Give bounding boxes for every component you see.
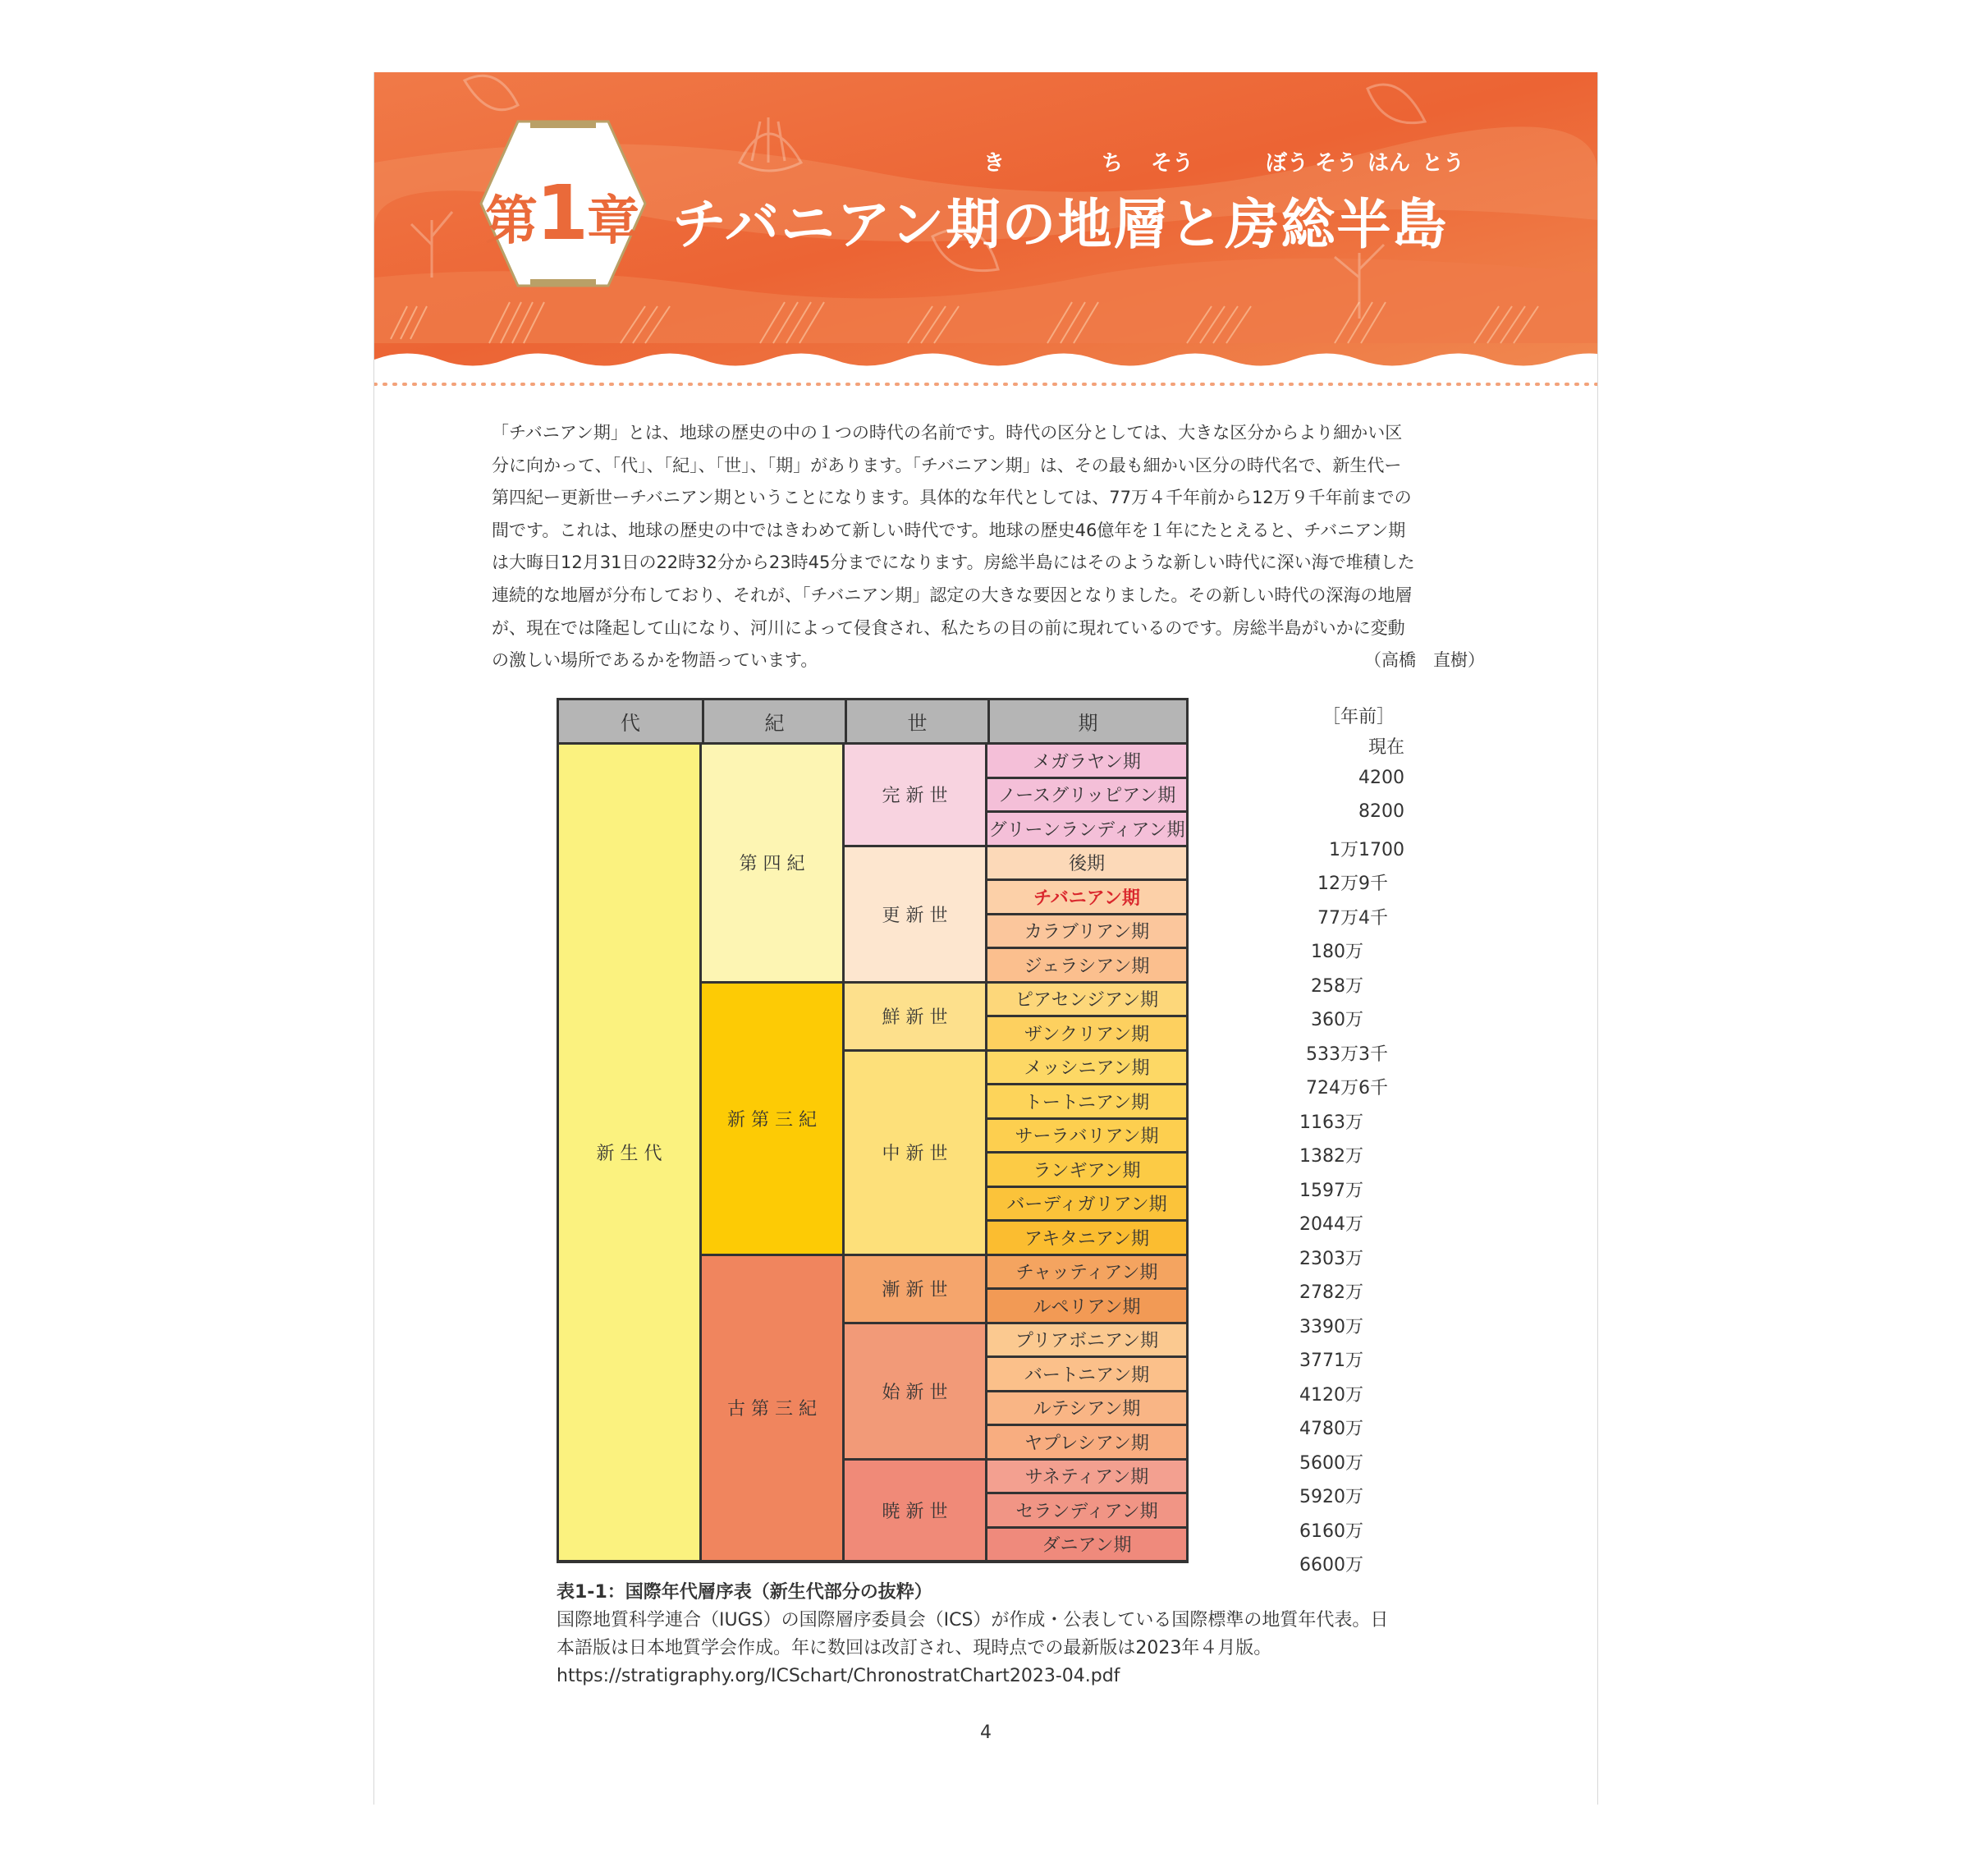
age-cell: ルテシアン期 bbox=[987, 1392, 1186, 1424]
era-cell: 新 生 代 bbox=[559, 745, 699, 1560]
epoch-cell: 中 新 世 bbox=[845, 1052, 985, 1254]
age-cell: カラブリアン期 bbox=[987, 915, 1186, 947]
epoch-cell: 完 新 世 bbox=[845, 745, 985, 845]
age-boundary-label: 5920万 bbox=[1299, 1487, 1363, 1507]
age-boundary-label: 258万 bbox=[1311, 975, 1363, 997]
age-cell: グリーンランディアン期 bbox=[987, 813, 1186, 845]
age-boundary-label: 77万4千 bbox=[1317, 907, 1388, 929]
paragraph-line-last bbox=[492, 644, 1485, 677]
paragraph-line: 分に向かって、「代」、「紀」、「世」、「期」があります。「チバニアン期」は、その最も細かい区分の時代名で、新生代ー bbox=[492, 455, 1402, 475]
caption-title: 表1-1：国際年代層序表（新生代部分の抜粋） bbox=[557, 1582, 932, 1603]
age-cell: ザンクリアン期 bbox=[987, 1017, 1186, 1049]
age-boundary-label: 533万3千 bbox=[1306, 1043, 1388, 1065]
age-boundary-label: 2303万 bbox=[1299, 1248, 1363, 1269]
intro-paragraph bbox=[492, 417, 1485, 677]
age-boundary-label: 2044万 bbox=[1299, 1214, 1363, 1235]
header-age: 期 bbox=[990, 700, 1186, 742]
age-boundary-label: 現在 bbox=[1368, 737, 1404, 758]
age-cell: バートニアン期 bbox=[987, 1358, 1186, 1390]
paragraph-line: の激しい場所であるかを物語っています。 bbox=[492, 650, 818, 671]
age-column-header: ［年前］ bbox=[1322, 707, 1395, 727]
header-period: 紀 bbox=[704, 700, 845, 742]
document-page bbox=[373, 72, 1598, 1805]
age-cell: ダニアン期 bbox=[987, 1529, 1186, 1561]
age-boundary-label: 724万6千 bbox=[1306, 1078, 1388, 1099]
age-boundary-label: 4780万 bbox=[1299, 1419, 1363, 1439]
period-cell: 古 第 三 紀 bbox=[702, 1256, 842, 1561]
period-cell: 第 四 紀 bbox=[702, 745, 842, 981]
age-boundary-label: 2782万 bbox=[1299, 1282, 1363, 1303]
epoch-cell: 漸 新 世 bbox=[845, 1256, 985, 1322]
period-cell: 新 第 三 紀 bbox=[702, 984, 842, 1254]
age-boundary-label: 180万 bbox=[1311, 942, 1363, 962]
paragraph-line: 第四紀ー更新世ーチバニアン期ということになります。具体的な年代としては、77万４千年前から12万９千年前までの bbox=[492, 488, 1412, 508]
age-cell: プリアボニアン期 bbox=[987, 1324, 1186, 1356]
age-boundary-label: 4200 bbox=[1358, 767, 1404, 788]
age-cell: アキタニアン期 bbox=[987, 1222, 1186, 1254]
page-number: 4 bbox=[980, 1722, 992, 1743]
title-ruby: ぼう bbox=[1266, 151, 1309, 176]
author-name: （高橋 直樹） bbox=[1364, 650, 1485, 671]
age-boundary-label: 8200 bbox=[1358, 801, 1404, 822]
age-cell: チャッティアン期 bbox=[987, 1256, 1186, 1288]
title-ruby: とう bbox=[1422, 151, 1465, 176]
chapter-header bbox=[374, 72, 1597, 401]
age-boundary-label: 6160万 bbox=[1299, 1521, 1363, 1542]
paragraph-line: 連続的な地層が分布しており、それが、「チバニアン期」認定の大きな要因となりました。その新しい時代の深海の地層 bbox=[492, 585, 1413, 605]
title-ruby: ち bbox=[1102, 151, 1124, 176]
geologic-time-table bbox=[557, 698, 1189, 1563]
age-boundary-label: 360万 bbox=[1311, 1010, 1363, 1030]
title-ruby: き bbox=[983, 151, 1006, 176]
caption-line: 本語版は日本地質学会作成。年に数回は改訂され、現時点での最新版は2023年４月版。 bbox=[557, 1638, 1272, 1658]
age-boundary-label: 6600万 bbox=[1299, 1555, 1363, 1576]
age-cell: ヤプレシアン期 bbox=[987, 1426, 1186, 1458]
header-era: 代 bbox=[559, 700, 702, 742]
age-boundary-label: 1382万 bbox=[1299, 1146, 1363, 1167]
age-boundary-label: 1597万 bbox=[1299, 1180, 1363, 1201]
title-ruby: そう bbox=[1315, 151, 1358, 176]
age-cell: ノースグリッピアン期 bbox=[987, 779, 1186, 811]
paragraph-line: 間です。これは、地球の歴史の中ではきわめて新しい時代です。地球の歴史46億年を１年にたとえると、チバニアン期 bbox=[492, 520, 1406, 540]
age-cell: メッシニアン期 bbox=[987, 1052, 1186, 1084]
age-boundary-label: 4120万 bbox=[1299, 1384, 1363, 1406]
age-cell: メガラヤン期 bbox=[987, 745, 1186, 777]
age-boundary-label: 1163万 bbox=[1299, 1112, 1363, 1133]
epoch-cell: 鮮 新 世 bbox=[845, 984, 985, 1049]
age-boundary-label: 3390万 bbox=[1299, 1316, 1363, 1337]
age-cell: ランギアン期 bbox=[987, 1154, 1186, 1186]
caption-line: 国際地質科学連合（IUGS）の国際層序委員会（ICS）が作成・公表している国際標準の地質年代表。日 bbox=[557, 1610, 1389, 1631]
caption-url[interactable]: https://stratigraphy.org/ICSchart/ChronostratChart2023-04.pdf bbox=[557, 1666, 1120, 1686]
age-cell: ルペリアン期 bbox=[987, 1290, 1186, 1322]
epoch-cell: 暁 新 世 bbox=[845, 1461, 985, 1561]
title-ruby: そう bbox=[1151, 151, 1194, 176]
epoch-cell: 更 新 世 bbox=[845, 847, 985, 981]
age-cell: トートニアン期 bbox=[987, 1085, 1186, 1117]
age-cell: サーラバリアン期 bbox=[987, 1120, 1186, 1152]
age-cell: 後期 bbox=[987, 847, 1186, 879]
age-cell: バーディガリアン期 bbox=[987, 1188, 1186, 1220]
chapter-label: 第1章 bbox=[485, 169, 639, 257]
age-boundary-label: 12万9千 bbox=[1317, 874, 1388, 894]
age-boundary-label: 3771万 bbox=[1299, 1351, 1363, 1371]
epoch-cell: 始 新 世 bbox=[845, 1324, 985, 1458]
age-cell: セランディアン期 bbox=[987, 1494, 1186, 1526]
paragraph-line: は大晦日12月31日の22時32分から23時45分までになります。房総半島にはそのような新しい時代に深い海で堆積した bbox=[492, 553, 1415, 573]
age-cell: ジェラシアン期 bbox=[987, 949, 1186, 981]
paragraph-line: 「チバニアン期」とは、地球の歴史の中の１つの時代の名前です。時代の区分としては、大きな区分からより細かい区 bbox=[492, 423, 1403, 443]
age-cell: ピアセンジアン期 bbox=[987, 984, 1186, 1016]
paragraph-line: が、現在では隆起して山になり、河川によって侵食され、私たちの目の前に現れているのです。房総半島がいかに変動 bbox=[492, 617, 1405, 638]
table-caption bbox=[557, 1579, 1459, 1690]
title-ruby: はん bbox=[1368, 151, 1411, 176]
chapter-title: チバニアン期の地層と房総半島 bbox=[672, 193, 1449, 256]
age-boundary-label: 5600万 bbox=[1299, 1452, 1363, 1474]
header-epoch: 世 bbox=[847, 700, 987, 742]
age-boundary-label: 1万1700 bbox=[1329, 839, 1404, 860]
age-cell: サネティアン期 bbox=[987, 1461, 1186, 1493]
age-cell-chibanian: チバニアン期 bbox=[987, 881, 1186, 913]
